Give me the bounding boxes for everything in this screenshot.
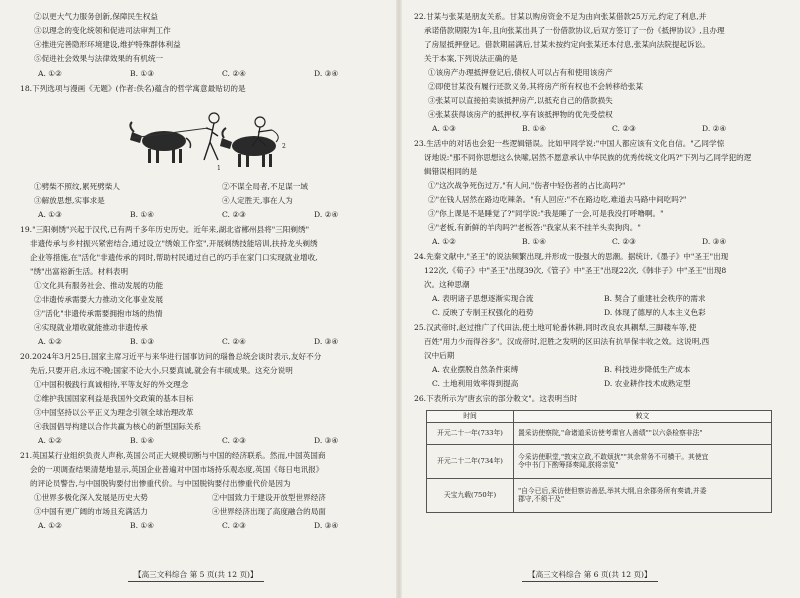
q19-option-3: ③"活化"非遗传承需要拥抱市场的热情 — [34, 309, 163, 318]
q23-choice-b: B. ①④ — [522, 237, 547, 246]
q22-choice-a: A. ①③ — [432, 124, 456, 133]
q18-cartoon — [122, 96, 300, 174]
exam-page-6 — [404, 0, 794, 598]
cartoon-panel-2 — [220, 117, 286, 167]
q18-choice-d: D. ②④ — [314, 210, 339, 219]
table-header-edict: 敕文 — [514, 411, 772, 423]
cartoon-label-2: 2 — [282, 143, 286, 150]
q21-stem-line-2: 会的一项调查结果清楚地显示,英国企业普遍对中国市场持乐观态度,英国《每日电讯报》 — [30, 465, 324, 474]
table-header-row — [427, 411, 772, 423]
q21-stem-line-1: 21.英国某行业组织负责人声称,英国公司正大规模切断与中国的经济联系。然而,中国英国商 — [20, 451, 326, 460]
q20-choice-d: D. ③④ — [314, 436, 339, 445]
q24-stem-line-1: 24.先秦文献中,"圣王"的说法频繁出现,并形成一股强大的思潮。据统计,《墨子》中"圣王"出现 — [414, 252, 729, 261]
q25-stem-line-3: 汉中后期 — [424, 351, 455, 360]
q19-stem-line-4: "绣"出富裕新生活。材料表明 — [30, 267, 129, 276]
q19-choice-d: D. ③④ — [314, 337, 339, 346]
q22-option-4: ④张某获得该房产的抵押权,享有该抵押物的优先受偿权 — [428, 110, 613, 119]
q18-option-2: ②不谋全局者,不足谋一域 — [222, 182, 308, 191]
page-footer-5: 【高三文科综合 第 5 页(共 12 页)】 — [128, 569, 264, 582]
q18-stem: 18.下列选项与漫画《无题》(作者:佚名)蕴含的哲学寓意最贴切的是 — [20, 84, 246, 93]
q23-stem-line-3: 辑错误相同的是 — [424, 167, 478, 176]
q22-option-3: ③张某可以直接拍卖该抵押房产,以抵充自己的借款损失 — [428, 96, 613, 105]
cartoon-label-1: 1 — [217, 165, 221, 172]
q20-choice-b: B. ①④ — [130, 436, 155, 445]
q26-edict-table — [426, 410, 772, 513]
q26-stem: 26.下表所示为"唐玄宗的部分敕文"。这表明当时 — [414, 394, 578, 403]
q19-stem-line-2: 非遗传承与乡村振兴紧密结合,通过设立"绣娘工作室",开展剃绣技能培训,扶持龙头剃绣 — [30, 239, 318, 248]
q19-choice-c: C. ②④ — [222, 337, 246, 346]
q21-choice-c: C. ②③ — [222, 521, 246, 530]
q20-option-3: ③中国坚持以公平正义为理念引领全球治理改革 — [34, 408, 194, 417]
table-cell-edict: 置采访使察院,"命诸道采访使考课官人善绩""以六条检察非法" — [514, 422, 772, 444]
q22-option-2: ②即使甘某没有履行还款义务,其将房产所有权也不会转移给张某 — [428, 82, 644, 91]
q21-option-1: ①世界多极化深入发展是历史大势 — [34, 493, 148, 502]
q18-choice-c: C. ②③ — [222, 210, 246, 219]
q21-option-3: ③中国有更广阔的市场且充满活力 — [34, 507, 148, 516]
q19-choice-a: A. ①② — [38, 337, 62, 346]
q21-choice-a: A. ①② — [38, 521, 62, 530]
q22-choice-c: C. ②③ — [612, 124, 636, 133]
table-row — [427, 478, 772, 512]
q23-stem-line-2: 讶地说:"那不同你思想这么快嗦,居然不愿意承认中华民族的优秀传统文化吗?"下列与乙同学犯的逻 — [424, 153, 752, 162]
table-header-time: 时间 — [427, 411, 514, 423]
q25-stem-line-1: 25.汉武帝时,赵过推广了代田法,使土地可轮番休耕,同时改良农具耦犁,三脚耧车等,使 — [414, 323, 697, 332]
q18-choice-b: B. ①④ — [130, 210, 155, 219]
q24-option-a: A. 表明诸子思想逐渐实现合流 — [432, 294, 534, 303]
q24-stem-line-3: 次。这种思潮 — [424, 280, 470, 289]
q18-option-4: ④人定胜天,事在人为 — [222, 196, 293, 205]
table-cell-time: 开元二十二年(734年) — [427, 444, 514, 478]
q22-choice-b: B. ①④ — [522, 124, 547, 133]
edict-line: 郡守,不须干及" — [518, 495, 565, 503]
q18-option-3: ③解放思想,实事求是 — [34, 196, 105, 205]
q19-stem-line-1: 19."三阳剃绣"兴起于汉代,已有两千多年历史历史。近年来,湖北省郴州县将"三阳剃绣" — [20, 225, 310, 234]
table-cell-time: 开元二十一年(733年) — [427, 422, 514, 444]
q20-stem-line-2: 先后,只要开启,永远不晚;国家不论大小,只要真诚,就会有丰硕成果。这充分说明 — [30, 366, 293, 375]
q25-stem-line-2: 百姓"用力少而得谷多"。汉成帝时,氾胜之发明的区田法有抗旱保丰收之效。这说明,西 — [424, 337, 710, 346]
exam-page-5 — [0, 0, 390, 598]
q23-option-4: ④"老板,有新鲜的羊肉吗?"老板答:"我家从来不挂羊头卖狗肉。" — [428, 223, 641, 232]
q17-option-4: ④推进完善隐形环境建设,维护特殊群体利益 — [34, 40, 181, 49]
q23-option-2: ②"在钱人居然在路边吃辣条。"有人回应:"不在路边吃,难道去马路中间吃吗?" — [428, 195, 687, 204]
q20-stem-line-1: 20.2024年3月25日,国家主席习近平与来华进行国事访问的瑙鲁总统会谈时表示,友好不分 — [20, 352, 322, 361]
q17-option-5: ⑤促进社会效果与法律效果的有机统一 — [34, 54, 164, 63]
q22-stem-line-3: 了房屋抵押登记。借款期届满后,甘某未按约定向张某还本付息,张某向法院提起诉讼。 — [424, 40, 710, 49]
q21-choice-b: B. ①④ — [130, 521, 155, 530]
page-footer-6: 【高三文科综合 第 6 页(共 12 页)】 — [522, 569, 658, 582]
q20-option-2: ②维护我国国家利益是我国外交政策的基本目标 — [34, 394, 194, 403]
q25-option-d: D. 农业耕作技术成熟定型 — [604, 379, 691, 388]
q23-option-3: ③"你上课是不是睡觉了?"同学说:"我是睡了一会,可是我没打呼噜啊。" — [428, 209, 664, 218]
q19-option-2: ②非遗传承需要大力推动文化事业发展 — [34, 295, 164, 304]
q23-choice-a: A. ①② — [432, 237, 456, 246]
q24-option-b: B. 契合了重建社会秩序的需求 — [604, 294, 706, 303]
q20-choice-a: A. ①② — [38, 436, 62, 445]
q20-option-1: ①中国积极践行真诚相待,平等友好的外交理念 — [34, 380, 189, 389]
q17-choice-c: C. ②④ — [222, 69, 246, 78]
q17-option-2: ②以更大气力服务创新,保障民生权益 — [34, 12, 158, 21]
edict-line: 今采访使职堂,"敦宋立政,不敢烦扰""其余常务不可横干。其使宜 — [518, 452, 709, 461]
edict-line: "自今已后,采访使但察访善恶,举其大纲,自余郡务所有奏请,并委 — [518, 486, 707, 495]
q25-option-b: B. 科技进步降低生产成本 — [604, 365, 691, 374]
q17-choice-d: D. ③④ — [314, 69, 339, 78]
table-cell-edict — [514, 478, 772, 512]
q17-choice-b: B. ①③ — [130, 69, 155, 78]
page-fold — [396, 0, 402, 598]
q18-choice-a: A. ①③ — [38, 210, 62, 219]
q24-option-c: C. 反映了专制王权强化的趋势 — [432, 308, 534, 317]
table-row — [427, 444, 772, 478]
q19-stem-line-3: 企业等措施,在"活化"非遗传承的同时,帮助村民通过自己的巧手在家门口实现就业增收, — [30, 253, 318, 262]
q22-stem-line-1: 22.甘某与张某是朋友关系。甘某以购房资金不足为由向张某借款25万元,约定了利息,并 — [414, 12, 707, 21]
q18-option-1: ①劈柴不照纹,累死劈柴人 — [34, 182, 120, 191]
q24-option-d: D. 体现了德厚的人本主义色彩 — [604, 308, 706, 317]
q23-option-1: ①"这次战争死伤过万,"有人问,"伤者中轻伤者的占比高吗?" — [428, 181, 626, 190]
q23-stem-line-1: 23.生活中的对话也会犯一些逻辑错误。比如甲同学说:"中国人都应该有文化自信。"乙同学惊 — [414, 139, 725, 148]
table-row — [427, 422, 772, 444]
q22-stem-line-4: 关于本案,下列说法正确的是 — [424, 54, 518, 63]
q22-stem-line-2: 承诺借款期限为1年,且向张某出具了一份借款协议,后双方签订了一份《抵押协议》,且办理 — [424, 26, 725, 35]
q23-choice-c: C. ②③ — [612, 237, 636, 246]
q21-option-4: ④世界经济出现了高度融合的局面 — [212, 507, 326, 516]
table-cell-time: 天宝九载(750年) — [427, 478, 514, 512]
q17-choice-a: A. ①② — [38, 69, 62, 78]
q22-option-1: ①该房产办理抵押登记后,债权人可以占有和使用该房产 — [428, 68, 613, 77]
q19-choice-b: B. ①③ — [130, 337, 155, 346]
q17-option-3: ③以理念的变化统领和促进司法审判工作 — [34, 26, 171, 35]
q20-option-4: ④我国倡导构建以合作共赢为核心的新型国际关系 — [34, 422, 202, 431]
q21-option-2: ②中国致力于建设开放型世界经济 — [212, 493, 326, 502]
cartoon-panel-1 — [130, 113, 221, 172]
q19-option-4: ④实现就业增收就能推动非遗传承 — [34, 323, 148, 332]
edict-line: 令中书门下酌筹择奏闻,朕将亲览" — [518, 461, 619, 469]
q21-stem-line-3: 的评论员警告,与中国脱钩要付出惨重代价。与中国脱钩要付出惨重代价是因为 — [30, 479, 291, 488]
q22-choice-d: D. ②④ — [702, 124, 727, 133]
q20-choice-c: C. ②③ — [222, 436, 246, 445]
q24-stem-line-2: 122次,《荀子》中"圣王"出现39次,《管子》中"圣王"出现22次,《韩非子》中"圣王"出现8 — [424, 266, 727, 275]
q25-option-c: C. 土地利用效率得到提高 — [432, 379, 519, 388]
q23-choice-d: D. ③④ — [702, 237, 727, 246]
q19-option-1: ①文化具有服务社会、推动发展的功能 — [34, 281, 164, 290]
q21-choice-d: D. ③④ — [314, 521, 339, 530]
table-cell-edict — [514, 444, 772, 478]
q25-option-a: A. 农业摆脱自然条件束缚 — [432, 365, 519, 374]
